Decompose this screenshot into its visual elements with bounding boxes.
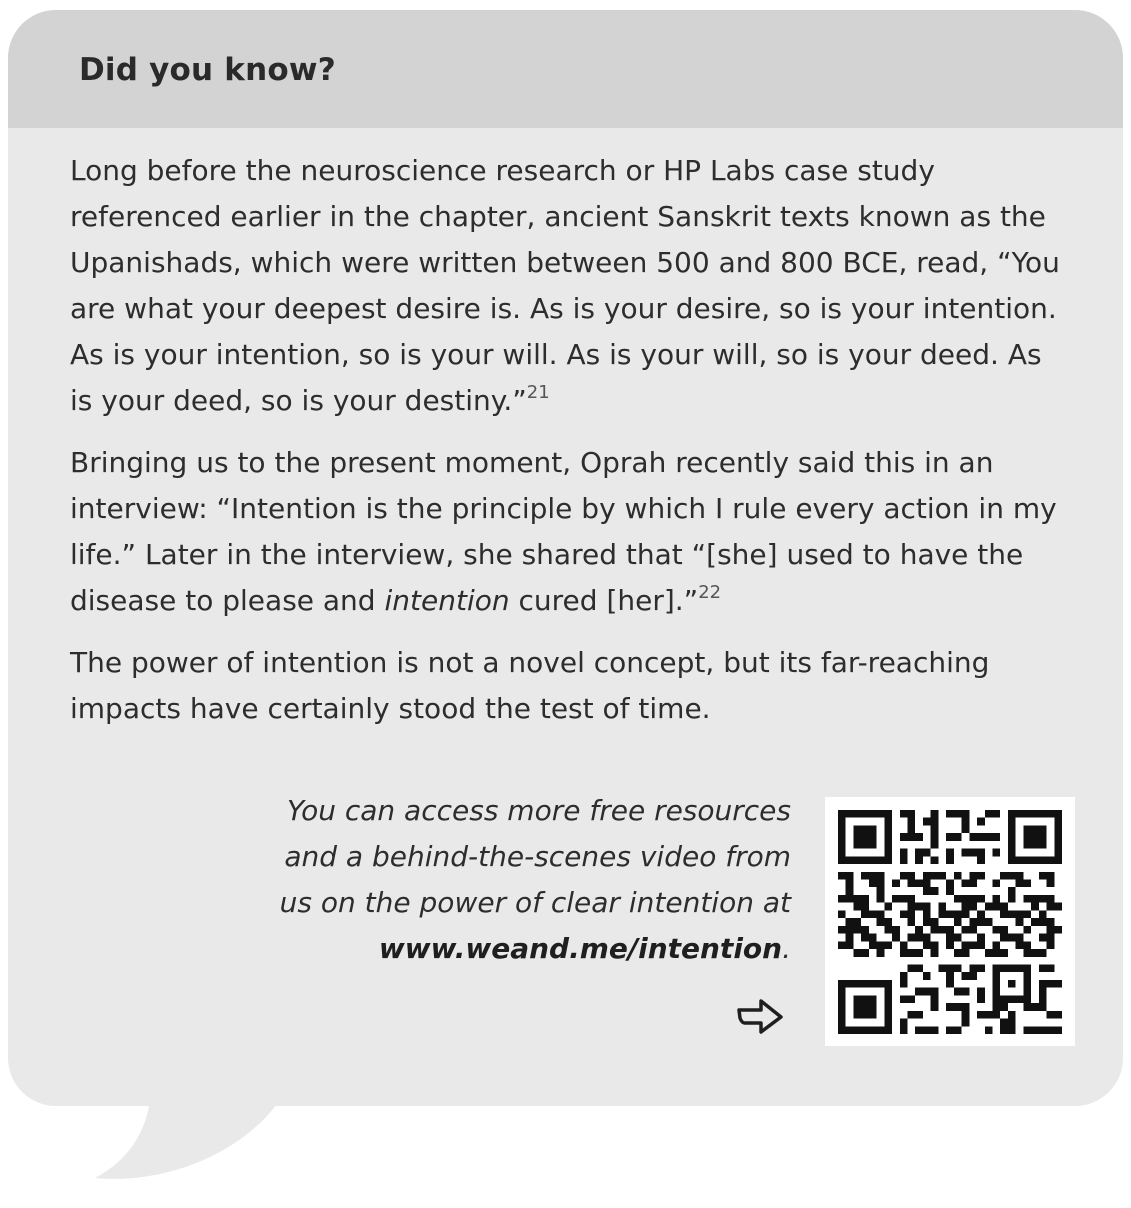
box-header	[8, 10, 1123, 128]
qr-code-pattern	[838, 810, 1062, 1034]
resource-line-4	[271, 926, 791, 972]
oprah-italic-intention: intention	[384, 584, 510, 617]
resource-line-3: us on the power of clear intention at	[279, 886, 791, 919]
right-arrow-icon	[735, 996, 785, 1036]
resource-note	[271, 788, 791, 972]
box-title: Did you know?	[79, 52, 336, 88]
body-text	[70, 148, 1070, 748]
paragraph-upanishads	[70, 148, 1070, 424]
footnote-21[interactable]: 21	[526, 381, 550, 403]
power-text: The power of intention is not a novel concept, but its far-reaching impacts have certainly stood the test of time.	[70, 646, 990, 725]
resource-line-1: You can access more free resources	[287, 794, 791, 827]
paragraph-oprah	[70, 440, 1070, 624]
resource-url-link[interactable]: www.weand.me/intention	[378, 932, 783, 965]
upanishads-quote: “You are what your deepest desire is. As is your desire, so is your intention. As is your intention, so is your will. As is your will, so is your deed. As is your deed, so is your destiny.”	[70, 246, 1060, 417]
oprah-text-2: cured [her].”	[509, 584, 699, 617]
footnote-22[interactable]: 22	[698, 581, 722, 603]
resource-period: .	[782, 932, 791, 965]
oprah-text-1: Bringing us to the present moment, Oprah recently said this in an interview: “Intention is the principle by which I rule every action in my life.” Later in the interview, she shared that “[she] used to have the disease to please and	[70, 446, 1057, 617]
resource-line-2: and a behind-the-scenes video from	[284, 840, 791, 873]
upanishads-intro: Long before the neuroscience research or HP Labs case study referenced earlier in the chapter, ancient Sanskrit texts known as the Upanishads, which were written between 500 and 800 BCE, read,	[70, 154, 1046, 279]
qr-code[interactable]	[825, 797, 1075, 1046]
paragraph-power	[70, 640, 1070, 732]
